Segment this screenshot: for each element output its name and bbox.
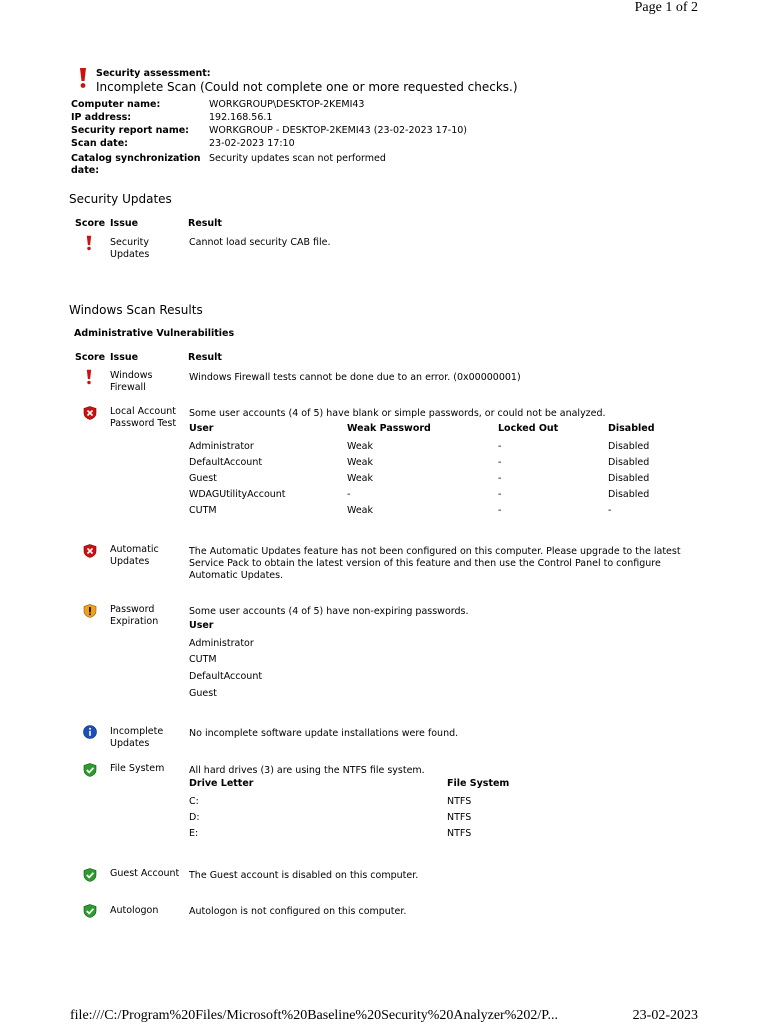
result-windows-firewall: Windows Firewall tests cannot be done due to an error. (0x00000001) <box>189 372 521 383</box>
computer-name-label: Computer name: <box>71 99 161 110</box>
result-autologon: Autologon is not configured on this computer. <box>189 906 407 917</box>
issue-guest-account: Guest Account <box>110 868 180 879</box>
table-cell: CUTM <box>189 505 217 516</box>
issue-incomplete-updates: Incomplete Updates <box>110 726 164 749</box>
page-number: Page 1 of 2 <box>634 0 698 15</box>
table-cell: NTFS <box>447 828 472 839</box>
issue-column-header: Issue <box>110 218 139 229</box>
table-header: Locked Out <box>498 423 559 434</box>
table-cell: - <box>498 441 502 452</box>
scan-date-label: Scan date: <box>71 138 128 149</box>
table-cell: - <box>347 489 351 500</box>
table-header: Disabled <box>608 423 655 434</box>
assessment-title: Incomplete Scan (Could not complete one or more requested checks.) <box>96 80 518 94</box>
windows-scan-heading: Windows Scan Results <box>69 303 203 317</box>
result-local-account-password: Some user accounts (4 of 5) have blank or simple passwords, or could not be analyzed. <box>189 408 606 419</box>
table-cell: - <box>608 505 612 516</box>
table-cell: CUTM <box>189 654 217 665</box>
table-cell: Weak <box>347 441 374 452</box>
table-cell: Administrator <box>189 441 254 452</box>
exclamation-icon <box>78 67 88 89</box>
table-cell: D: <box>189 812 200 823</box>
result-password-expiration: Some user accounts (4 of 5) have non-expiring passwords. <box>189 606 469 617</box>
pass-shield-icon <box>83 904 97 918</box>
table-header: Drive Letter <box>189 778 254 789</box>
footer-file-path: file:///C:/Program%20Files/Microsoft%20Baseline%20Security%20Analyzer%202/P... <box>70 1008 558 1023</box>
fail-shield-icon <box>83 544 97 558</box>
table-cell: - <box>498 457 502 468</box>
issue-windows-firewall: Windows Firewall <box>110 370 153 393</box>
exclamation-icon <box>85 235 93 251</box>
assessment-label: Security assessment: <box>96 68 211 79</box>
table-cell: Disabled <box>608 473 650 484</box>
table-header: File System <box>447 778 510 789</box>
fail-shield-icon <box>83 406 97 420</box>
result-guest-account: The Guest account is disabled on this computer. <box>189 870 419 881</box>
table-header: User <box>189 620 214 631</box>
result-file-system: All hard drives (3) are using the NTFS file system. <box>189 765 425 776</box>
result-automatic-updates: The Automatic Updates feature has not been configured on this computer. Please upgrade to the latest Service Pack to obtain the latest version of this feature and then use the Control Panel to configure Automatic Updates. <box>189 546 681 581</box>
table-cell: Disabled <box>608 441 650 452</box>
table-cell: WDAGUtilityAccount <box>189 489 286 500</box>
footer-date: 23-02-2023 <box>632 1008 698 1023</box>
issue-autologon: Autologon <box>110 905 159 916</box>
table-cell: Administrator <box>189 638 254 649</box>
issue-column-header: Issue <box>110 352 139 363</box>
exclamation-icon <box>85 369 93 385</box>
table-cell: C: <box>189 796 199 807</box>
score-column-header: Score <box>75 352 106 363</box>
result-security-updates: Cannot load security CAB file. <box>189 237 331 248</box>
table-cell: - <box>498 505 502 516</box>
pass-shield-icon <box>83 868 97 882</box>
result-column-header: Result <box>188 352 222 363</box>
table-cell: Disabled <box>608 457 650 468</box>
table-cell: Guest <box>189 473 217 484</box>
table-cell: NTFS <box>447 796 472 807</box>
report-name-value: WORKGROUP - DESKTOP-2KEMI43 (23-02-2023 17-10) <box>209 125 467 136</box>
table-cell: Guest <box>189 688 217 699</box>
table-cell: E: <box>189 828 199 839</box>
info-icon <box>83 725 97 739</box>
ip-address-value: 192.168.56.1 <box>209 112 273 123</box>
issue-automatic-updates: Automatic Updates <box>110 544 159 567</box>
security-updates-heading: Security Updates <box>69 192 172 206</box>
issue-password-expiration: Password Expiration <box>110 604 159 627</box>
table-cell: - <box>498 473 502 484</box>
score-column-header: Score <box>75 218 106 229</box>
admin-vulnerabilities-heading: Administrative Vulnerabilities <box>74 328 235 339</box>
table-cell: Weak <box>347 473 374 484</box>
table-cell: Weak <box>347 505 374 516</box>
table-header: Weak Password <box>347 423 431 434</box>
result-column-header: Result <box>188 218 222 229</box>
ip-address-label: IP address: <box>71 112 132 123</box>
table-cell: - <box>498 489 502 500</box>
table-cell: DefaultAccount <box>189 457 263 468</box>
table-cell: Disabled <box>608 489 650 500</box>
report-name-label: Security report name: <box>71 125 189 136</box>
issue-local-account-password: Local Account Password Test <box>110 406 177 429</box>
table-cell: NTFS <box>447 812 472 823</box>
table-cell: DefaultAccount <box>189 671 263 682</box>
result-incomplete-updates: No incomplete software update installations were found. <box>189 728 459 739</box>
issue-file-system: File System <box>110 763 165 774</box>
table-cell: Weak <box>347 457 374 468</box>
catalog-sync-value: Security updates scan not performed <box>209 153 386 164</box>
pass-shield-icon <box>83 763 97 777</box>
warning-shield-icon <box>83 604 97 618</box>
table-header: User <box>189 423 214 434</box>
computer-name-value: WORKGROUP\DESKTOP-2KEMI43 <box>209 99 365 110</box>
issue-security-updates: Security Updates <box>110 237 150 260</box>
catalog-sync-label: Catalog synchronization date: <box>71 153 201 176</box>
scan-date-value: 23-02-2023 17:10 <box>209 138 295 149</box>
